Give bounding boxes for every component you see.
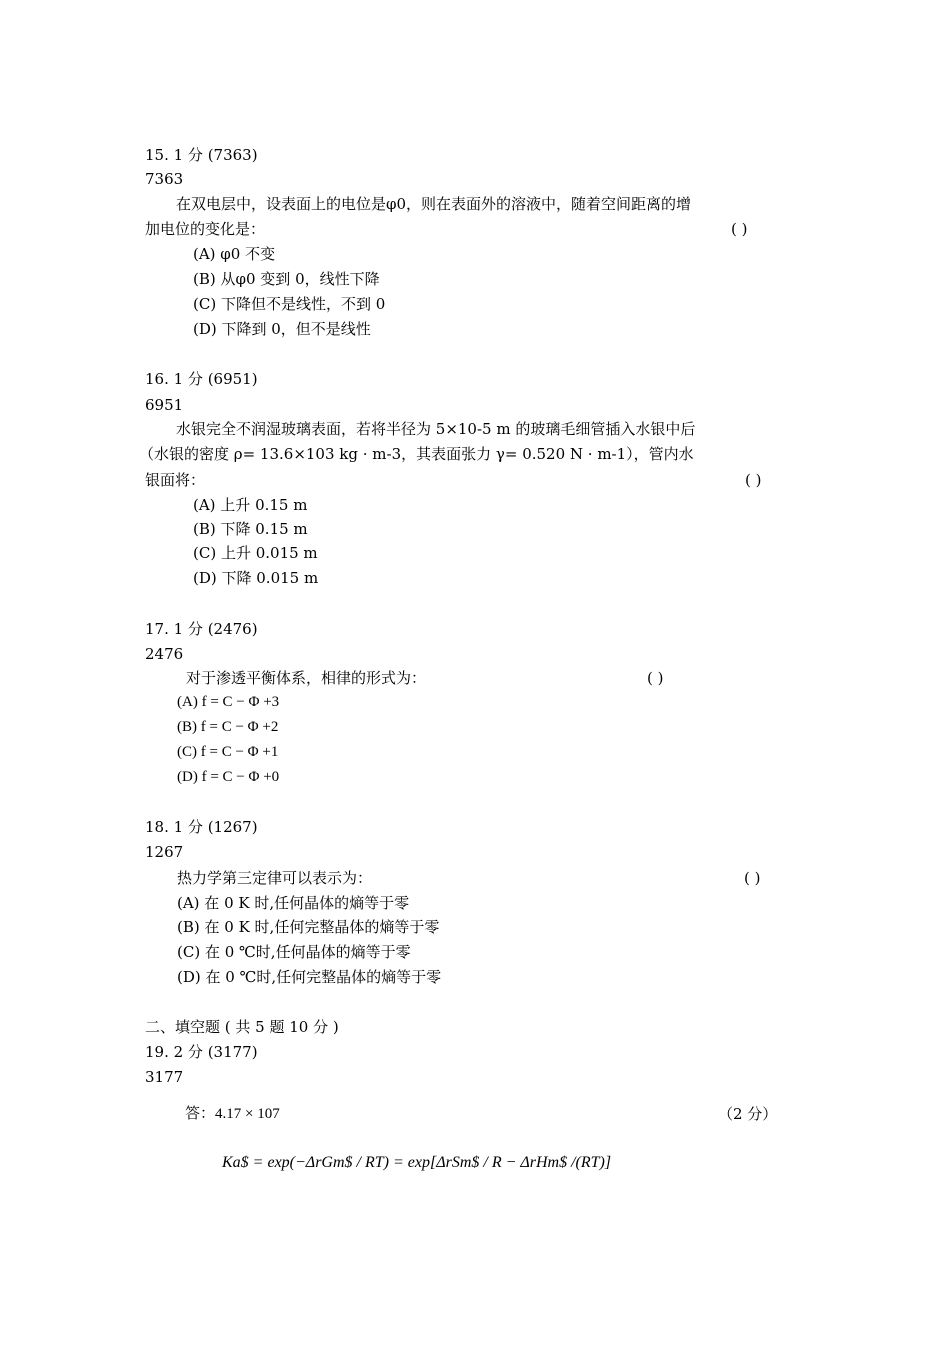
q15-header: 15. 1 分 (7363) <box>145 146 258 164</box>
q17-option-c: (C) f = C − Φ +1 <box>177 744 279 760</box>
q16-option-a: (A) 上升 0.15 m <box>193 496 308 514</box>
q15-code: 7363 <box>145 170 184 188</box>
q18-option-d: (D) 在 0 ℃时,任何完整晶体的熵等于零 <box>177 968 442 986</box>
q18-answer-paren: ( ) <box>744 869 761 887</box>
q15-stem-line1: 在双电层中，设表面上的电位是φ0，则在表面外的溶液中，随着空间距离的增 <box>176 195 692 213</box>
q19-header: 19. 2 分 (3177) <box>145 1043 258 1061</box>
q17-option-b: (B) f = C − Φ +2 <box>177 719 279 735</box>
q19-formula: Ka$ = exp(−ΔrGm$ / RT) = exp[ΔrSm$ / R − ΔrHm$ /(RT)] <box>222 1154 612 1171</box>
q17-option-a: (A) f = C − Φ +3 <box>177 694 280 710</box>
q17-option-d: (D) f = C − Φ +0 <box>177 769 280 785</box>
q16-option-b: (B) 下降 0.15 m <box>193 520 308 538</box>
q17-header: 17. 1 分 (2476) <box>145 620 258 638</box>
q15-stem-line2: 加电位的变化是： <box>145 220 266 238</box>
q19-score: （2 分） <box>718 1105 778 1123</box>
q19-answer: 答：4.17 × 107 <box>185 1106 280 1122</box>
q16-code: 6951 <box>145 396 184 414</box>
q15-option-d: (D) 下降到 0，但不是线性 <box>193 320 371 338</box>
q18-stem: 热力学第三定律可以表示为： <box>177 869 373 887</box>
q15-option-b: (B) 从φ0 变到 0，线性下降 <box>193 270 380 288</box>
q16-stem-line2: （水银的密度 ρ= 13.6×103 kg · m-3，其表面张力 γ= 0.520 N · m-1），管内水 <box>139 445 694 463</box>
q16-stem-line3: 银面将： <box>145 471 206 489</box>
q16-header: 16. 1 分 (6951) <box>145 370 258 388</box>
q15-option-a: (A) φ0 不变 <box>193 245 276 263</box>
q17-answer-paren: ( ) <box>647 669 664 687</box>
q15-option-c: (C) 下降但不是线性，不到 0 <box>193 295 386 313</box>
q18-code: 1267 <box>145 843 184 861</box>
q19-code: 3177 <box>145 1068 184 1086</box>
q15-answer-paren: ( ) <box>731 220 748 238</box>
section2-title: 二、填空题 ( 共 5 题 10 分 ) <box>145 1018 339 1036</box>
q18-option-b: (B) 在 0 K 时,任何完整晶体的熵等于零 <box>177 918 440 936</box>
q18-option-a: (A) 在 0 K 时,任何晶体的熵等于零 <box>177 894 410 912</box>
q16-stem-line1: 水银完全不润湿玻璃表面，若将半径为 5×10-5 m 的玻璃毛细管插入水银中后 <box>176 420 696 438</box>
q17-code: 2476 <box>145 645 184 663</box>
q16-option-c: (C) 上升 0.015 m <box>193 544 318 562</box>
q16-option-d: (D) 下降 0.015 m <box>193 569 319 587</box>
q18-header: 18. 1 分 (1267) <box>145 818 258 836</box>
q16-answer-paren: ( ) <box>745 471 762 489</box>
q17-stem: 对于渗透平衡体系，相律的形式为： <box>186 669 427 687</box>
q18-option-c: (C) 在 0 ℃时,任何晶体的熵等于零 <box>177 943 411 961</box>
